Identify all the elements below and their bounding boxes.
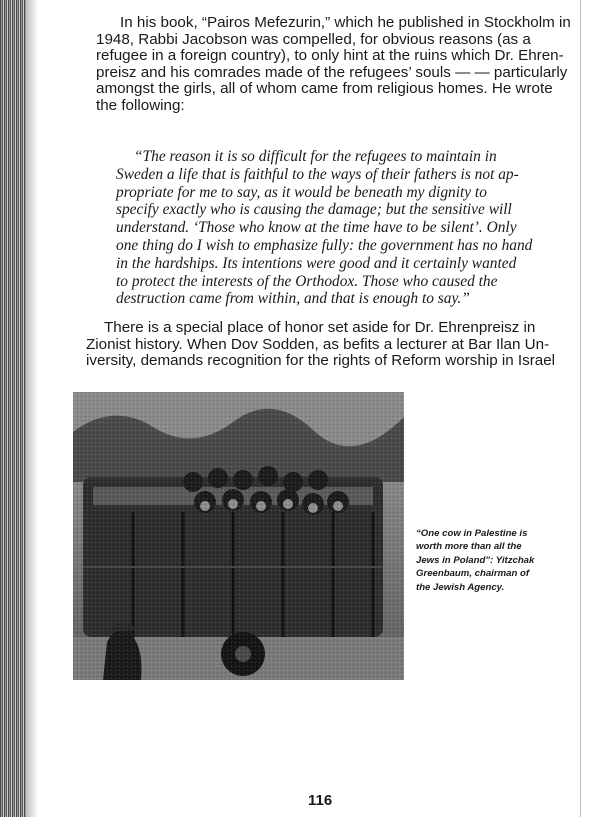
quote-line: “The reason it is so difficult for the refugees to maintain in [134, 148, 497, 165]
quote-line: specify exactly who is causing the damage; but the sensitive will [116, 201, 512, 219]
spine-shadow [26, 0, 38, 817]
quote-line: understand. ‘Those who know at the time have to be silent’. Only [116, 219, 517, 237]
page-number: 116 [308, 792, 333, 809]
historical-photograph [73, 392, 404, 680]
photo-illustration [73, 392, 404, 680]
caption-line: “One cow in Palestine is [416, 528, 528, 539]
quote-line: propriate for me to say, as it would be beneath my dignity to [116, 183, 487, 201]
text-line: refugee in a foreign country), to only hint at the ruins which Dr. Ehren- [96, 47, 564, 65]
paragraph-zionist-history [86, 320, 566, 370]
text-line: iversity, demands recognition for the rights of Reform worship in Israel [86, 352, 556, 370]
caption-line: worth more than all the [416, 541, 522, 553]
text-line: Zionist history. When Dov Sodden, as befits a lecturer at Bar Ilan Un- [86, 335, 550, 353]
paragraph-intro [96, 14, 571, 115]
caption-line: Jews in Poland”: Yitzchak [416, 554, 535, 566]
text-line: 1948, Rabbi Jacobson was compelled, for obvious reasons (as a [96, 30, 531, 48]
text-line: preisz and his comrades made of the refugees’ souls — — particularly [96, 63, 568, 81]
page-edge [580, 0, 581, 817]
quote-line: one thing do I wish to emphasize fully: the government has no hand [116, 236, 533, 254]
book-spine [0, 0, 26, 817]
caption-line: the Jewish Agency. [416, 581, 505, 593]
text-line: the following: [96, 96, 185, 114]
quote-line: in the hardships. Its intentions were good and it certainly wanted [116, 254, 517, 272]
photo-caption [416, 527, 566, 594]
quote-line: Sweden a life that is faithful to the ways of their fathers is not ap- [116, 165, 519, 183]
text-line: amongst the girls, all of whom came from religious homes. He wrote [96, 80, 553, 98]
quote-line: to protect the interests of the Orthodox. Those who caused the [116, 272, 498, 290]
quote-line: destruction came from within, and that is enough to say.” [116, 290, 470, 308]
text-line: In his book, “Pairos Mefezurin,” which he published in Stockholm in [120, 14, 571, 31]
block-quote [116, 148, 540, 308]
caption-line: Greenbaum, chairman of [416, 568, 530, 580]
text-line: There is a special place of honor set aside for Dr. Ehrenpreisz in [104, 319, 536, 336]
